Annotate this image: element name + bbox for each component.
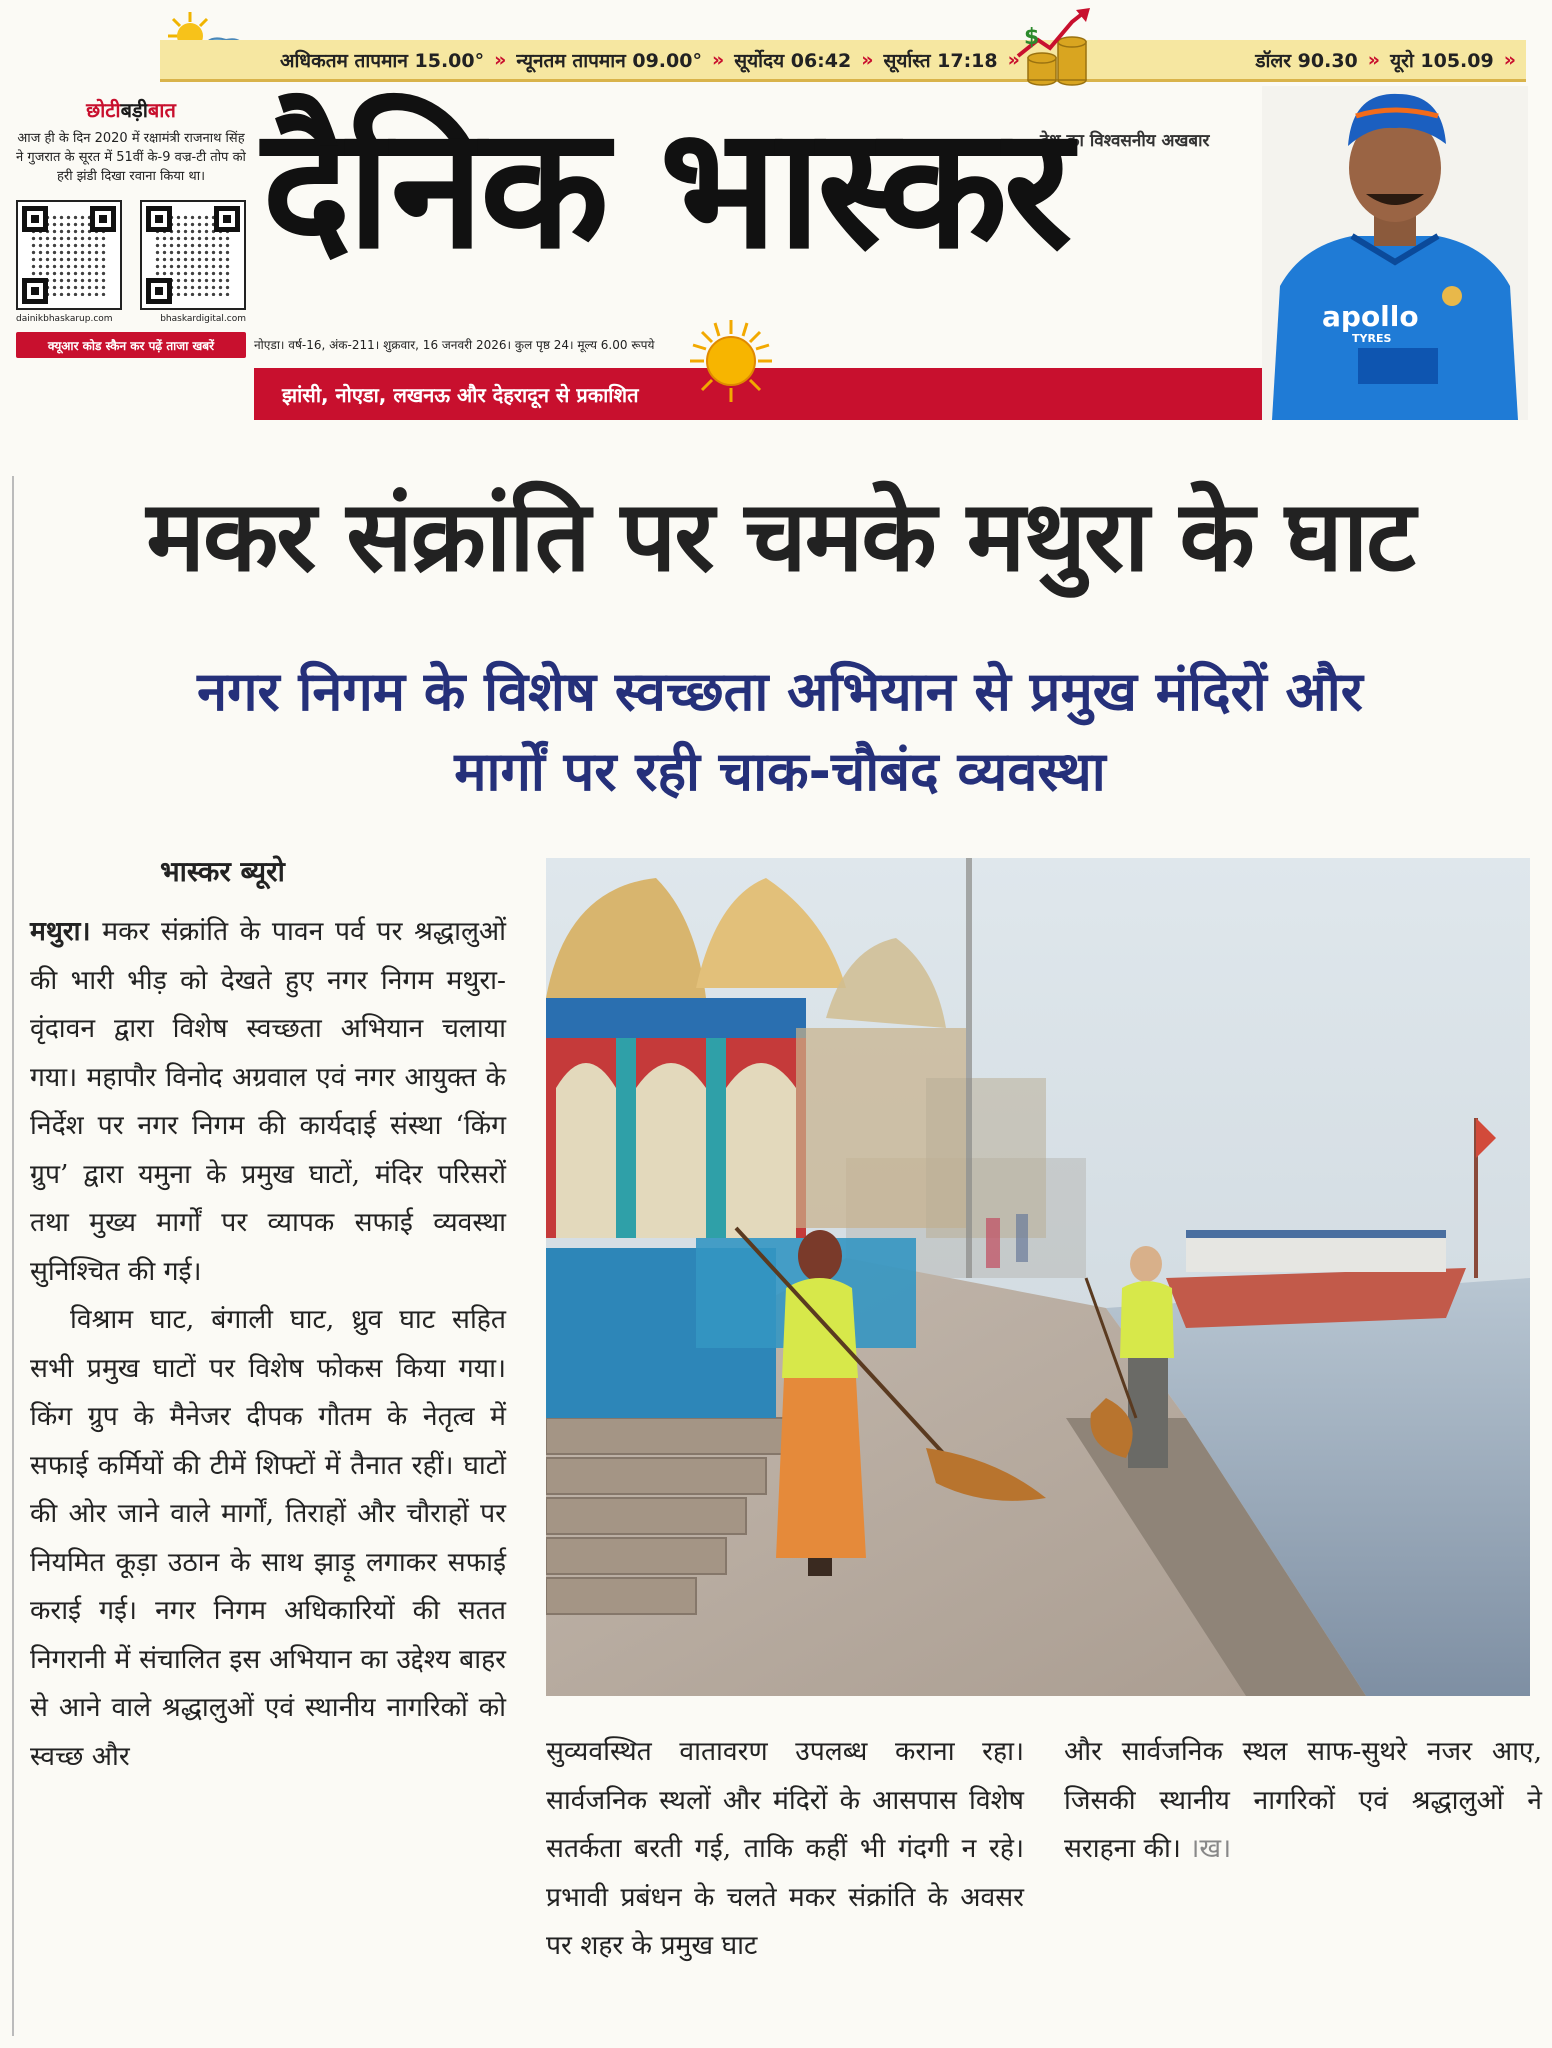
ticker-separator: » xyxy=(861,48,874,71)
qr-code[interactable] xyxy=(16,200,122,310)
article-subheadline xyxy=(40,652,1520,812)
column-rule xyxy=(12,476,14,2036)
article-headline: मकर संक्रांति पर चमके मथुरा के घाट xyxy=(146,480,1414,594)
box-text: आज ही के दिन 2020 में रक्षामंत्री राजनाथ सिंह ने गुजरात के सूरत में 51वीं के-9 वज्र-टी तोप को हरी झंडी दिखा रवाना किया था। xyxy=(16,131,246,184)
newspaper-title: दैनिक भास्कर xyxy=(262,90,1069,286)
qr-code[interactable] xyxy=(140,200,246,310)
dollar-rate: डॉलर 90.30 xyxy=(1255,49,1358,72)
ticker-separator: » xyxy=(1367,48,1381,71)
box-title xyxy=(16,96,246,123)
article-column-2 xyxy=(546,1728,1024,1971)
min-temperature: न्यूनतम तापमान 09.00° xyxy=(516,49,702,72)
ghat-scene-illustration xyxy=(546,858,1530,1696)
paragraph xyxy=(1064,1728,1542,1874)
paragraph-text: मकर संक्रांति के पावन पर्व पर श्रद्धालुओं की भारी भीड़ को देखते हुए नगर निगम मथुरा-वृंदावन द्वारा विशेष स्वच्छता अभियान चलाया गया। महापौर विनोद अग्रवाल एवं नगर आयुक्त के निर्देश पर नगर निगम की कार्यदाई संस्था ‘किंग ग्रुप’ द्वारा यमुना के प्रमुख घाटों, मंदिर परिसरों तथा मुख्य मार्गों पर व्यापक सफाई व्यवस्था सुनिश्चित की गई। xyxy=(30,916,506,1287)
max-temperature: अधिकतम तापमान 15.00° xyxy=(280,49,485,72)
sunset-time: सूर्यास्त 17:18 xyxy=(883,49,998,72)
masthead-tagline: देश का विश्वसनीय अखबार xyxy=(1040,131,1210,151)
subheadline-line: नगर निगम के विशेष स्वच्छता अभियान से प्रमुख मंदिरों और xyxy=(197,660,1363,723)
box-title-part: छोटी xyxy=(86,98,121,122)
ticker-separator: » xyxy=(1007,48,1020,71)
ticker-separator: » xyxy=(711,48,725,71)
end-mark: ।ख। xyxy=(1189,1833,1232,1864)
cricketer-advertisement-photo xyxy=(1262,86,1528,420)
sun-logo-icon xyxy=(688,318,774,404)
svg-text:$: $ xyxy=(1024,25,1040,50)
paragraph: सुव्यवस्थित वातावरण उपलब्ध कराना रहा। सार्वजनिक स्थलों और मंदिरों के आसपास विशेष सतर्कता बरती गई, ताकि कहीं भी गंदगी न रहे। प्रभावी प्रबंधन के चलते मकर संक्रांति के अवसर पर शहर के प्रमुख घाट xyxy=(546,1736,1024,1961)
paragraph xyxy=(30,908,506,1296)
published-from: झांसी, नोएडा, लखनऊ और देहरादून से प्रकाशित xyxy=(282,382,639,407)
ad-brand: apollo xyxy=(1322,300,1419,333)
ticker-separator: » xyxy=(494,48,507,71)
euro-rate: यूरो 105.09 xyxy=(1390,49,1494,72)
ticker-separator: » xyxy=(1503,48,1516,71)
website-url: dainikbhaskarup.com xyxy=(16,314,113,324)
dateline: मथुरा। xyxy=(30,916,91,947)
article-column-1 xyxy=(30,908,506,1781)
ad-brand-sub: TYRES xyxy=(1352,332,1392,345)
chhoti-badi-baat-box xyxy=(16,96,246,422)
byline: भास्कर ब्यूरो xyxy=(160,855,285,888)
website-url: bhaskardigital.com xyxy=(160,314,246,324)
subheadline-line: मार्गों पर रही चाक-चौबंद व्यवस्था xyxy=(454,740,1106,803)
cricketer-illustration xyxy=(1262,86,1528,420)
box-title-part: बात xyxy=(147,98,176,122)
ghat-cleaning-photo xyxy=(546,858,1530,1696)
paragraph: विश्राम घाट, बंगाली घाट, ध्रुव घाट सहित सभी प्रमुख घाटों पर विशेष फोकस किया गया। किंग ग्रुप के मैनेजर दीपक गौतम के नेतृत्व में सफाई कर्मियों की टीमें शिफ्टों में तैनात रहीं। घाटों की ओर जाने वाले मार्गों, तिराहों और चौराहों पर नियमित कूड़ा उठान के साथ झाड़ू लगाकर सफाई कराई गई। नगर निगम अधिकारियों की सतत निगरानी में संचालित इस अभियान का उद्देश्य बाहर से आने वाले श्रद्धालुओं एवं स्थानीय नागरिकों को स्वच्छ और xyxy=(30,1304,506,1772)
rupee-growth-icon xyxy=(1007,4,1100,88)
sunrise-time: सूर्योदय 06:42 xyxy=(734,49,852,72)
edition-imprint: नोएडा। वर्ष-16, अंक-211। शुक्रवार, 16 जनवरी 2026। कुल पृष्ठ 24। मूल्य 6.00 रूपये xyxy=(254,338,655,352)
paragraph-text: और सार्वजनिक स्थल साफ-सुथरे नजर आए, जिसकी स्थानीय नागरिकों एवं श्रद्धालुओं ने सराहना की। xyxy=(1064,1736,1542,1864)
article-column-3 xyxy=(1064,1728,1542,1874)
weather-market-ticker xyxy=(160,40,1526,82)
box-title-part: बड़ी xyxy=(120,98,148,122)
scan-qr-banner: क्यूआर कोड स्कैन कर पढ़ें ताजा खबरें xyxy=(16,332,246,358)
